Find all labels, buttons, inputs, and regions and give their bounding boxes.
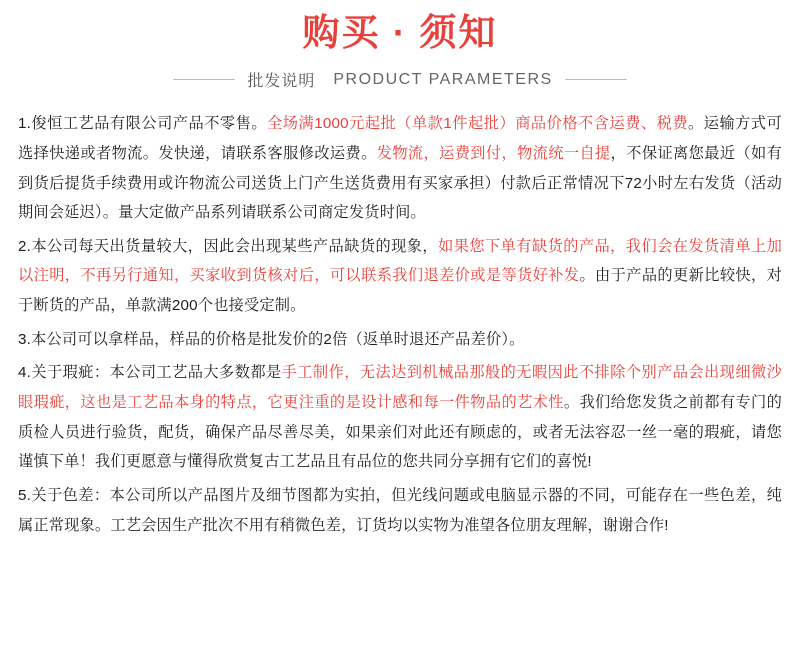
run-highlight: 发物流，运费到付，物流统一自提 <box>376 144 611 162</box>
run-plain: 5.关于色差：本公司所以产品图片及细节图都为实拍，但光线问题或电脑显示器的不同，可能存在一些色差，纯属正常现象。工艺会因生产批次不用有稍微色差，订货均以实物为准望各位朋友理解，谢谢合作! <box>18 486 782 534</box>
run-highlight: 手工制作，无法达到机械品那般的无暇因此不排除个别产品会出现细微沙眼瑕疵，这也是工艺品本身的特点，它更注重的是设计感和每一件物品的艺术性 <box>18 364 782 412</box>
notice-paragraph-1 <box>18 109 782 228</box>
run-plain: 。运输方式可选择快递或者物流。发快递，请联系客服修改运费。 <box>18 115 782 162</box>
notice-paragraph-2 <box>18 232 782 321</box>
run-plain: ，不保证离您最近（如有到货后提货手续费用或许物流公司送货上门产生送货费用有买家承担）付款后正常情况下72小时左右发货（活动期间会延迟）。量大定做产品系列请联系公司商定发货时间。 <box>18 144 783 222</box>
run-plain: 1.俊恒工艺品有限公司产品不零售。 <box>18 115 268 133</box>
subtitle-english: PRODUCT PARAMETERS <box>333 70 553 88</box>
subtitle-chinese: 批发说明 <box>247 73 316 91</box>
page-title: 购买 · 须知 <box>302 12 498 53</box>
run-plain: 2.本公司每天出货量较大，因此会出现某些产品缺货的现象， <box>18 237 439 255</box>
run-highlight: 全场满1000元起批（单款1件起批）商品价格不含运费、税费 <box>267 115 689 133</box>
subtitle-row <box>18 68 782 91</box>
run-highlight: 如果您下单有缺货的产品，我们会在发货清单上加以注明，不再另行通知，买家收到货核对后，可以联系我们退差价或是等货好补发 <box>18 237 782 285</box>
run-plain: 4.关于瑕疵：本公司工艺品大多数都是 <box>18 364 282 382</box>
notice-paragraph-3 <box>18 325 782 355</box>
run-plain: 3.本公司可以拿样品，样品的价格是批发价的2倍（返单时退还产品差价）。 <box>18 330 525 348</box>
divider-left <box>173 79 235 80</box>
run-plain: 。我们给您发货之前都有专门的质检人员进行验货，配货，确保产品尽善尽美，如果亲们对此还有顾虑的，或者无法容忍一丝一毫的瑕疵，请您谨慎下单！我们更愿意与懂得欣赏复古工艺品且有品位的您共同分享拥有它们的喜悦! <box>18 394 782 471</box>
divider-right <box>565 79 627 80</box>
page-header <box>18 0 782 91</box>
run-plain: 。由于产品的更新比较快，对于断货的产品，单款满200个也接受定制。 <box>18 267 782 315</box>
notice-body <box>18 109 782 540</box>
notice-paragraph-4 <box>18 358 782 477</box>
notice-paragraph-5 <box>18 481 782 540</box>
